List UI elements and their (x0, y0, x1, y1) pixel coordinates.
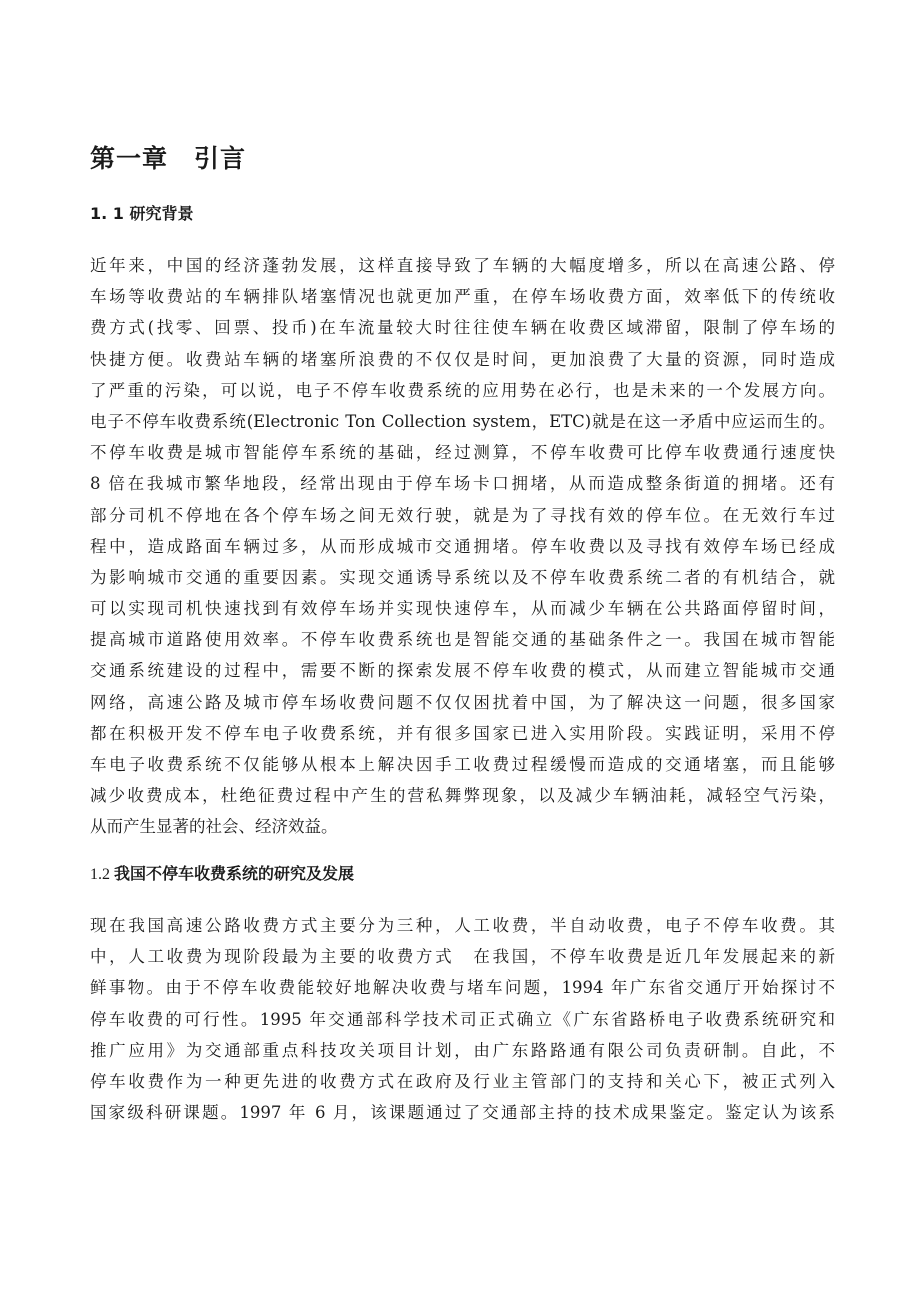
section-heading-1-1 (90, 202, 194, 226)
paragraph-line: 为影响城市交通的重要因素。实现交通诱导系统以及不停车收费系统二者的有机结合，就 (90, 567, 835, 587)
paragraph-line: 电子不停车收费系统(Electronic Ton Collection system，ETC)就是在这一矛盾中应运而生的。 (90, 411, 835, 431)
paragraph-line: 鲜事物。由于不停车收费能较好地解决收费与堵车问题，1994 年广东省交通厅开始探讨不 (90, 978, 835, 998)
paragraph-line: 程中，造成路面车辆过多，从而形成城市交通拥堵。停车收费以及寻找有效停车场已经成 (90, 536, 835, 556)
paragraph-line: 网络，高速公路及城市停车场收费问题不仅仅困扰着中国，为了解决这一问题，很多国家 (90, 692, 835, 712)
paragraph-line: 车电子收费系统不仅能够从根本上解决因手工收费过程缓慢而造成的交通堵塞，而且能够 (90, 755, 835, 774)
section-heading-1-2 (90, 862, 354, 887)
paragraph-line: 了严重的污染，可以说，电子不停车收费系统的应用势在必行，也是未来的一个发展方向。 (90, 380, 835, 400)
paragraph-line: 国家级科研课题。1997 年 6 月，该课题通过了交通部主持的技术成果鉴定。鉴定认为该系 (90, 1103, 835, 1123)
paragraph-line: 都在积极开发不停车电子收费系统，并有很多国家已进入实用阶段。实践证明，采用不停 (90, 723, 835, 743)
paragraph-line: 8 倍在我城市繁华地段，经常出现由于停车场卡口拥堵，从而造成整条街道的拥堵。还有 (90, 474, 835, 494)
paragraph-line: 停车收费的可行性。1995 年交通部科学技术司正式确立《广东省路桥电子收费系统研究和 (90, 1009, 835, 1029)
paragraph-etc-development (90, 910, 835, 1128)
paragraph-line: 费方式(找零、回票、投币)在车流量较大时往往使车辆在收费区域滞留，限制了停车场的 (90, 318, 835, 338)
paragraph-line: 提高城市道路使用效率。不停车收费系统也是智能交通的基础条件之一。我国在城市智能 (90, 630, 835, 650)
paragraph-research-background (90, 250, 835, 843)
section-number: 1.2 (90, 866, 114, 883)
section-number: 1. 1 (90, 204, 130, 223)
paragraph-line: 从而产生显著的社会、经济效益。 (90, 817, 338, 837)
chapter-title: 第一章 引言 (90, 144, 247, 173)
paragraph-line: 中，人工收费为现阶段最为主要的收费方式 在我国，不停车收费是近几年发展起来的新 (90, 947, 835, 967)
paragraph-line: 车场等收费站的车辆排队堵塞情况也就更加严重，在停车场收费方面，效率低下的传统收 (90, 287, 835, 307)
paragraph-line: 减少收费成本，杜绝征费过程中产生的营私舞弊现象，以及减少车辆油耗，减轻空气污染， (90, 786, 835, 806)
paragraph-line: 交通系统建设的过程中，需要不断的探索发展不停车收费的模式，从而建立智能城市交通 (90, 661, 835, 681)
paragraph-line: 推广应用》为交通部重点科技攻关项目计划，由广东路路通有限公司负责研制。自此，不 (90, 1040, 835, 1060)
paragraph-line: 现在我国高速公路收费方式主要分为三种，人工收费，半自动收费，电子不停车收费。其 (90, 916, 835, 935)
section-title-text: 研究背景 (129, 204, 194, 223)
paragraph-line: 部分司机不停地在各个停车场之间无效行驶，就是为了寻找有效的停车位。在无效行车过 (90, 505, 835, 525)
paragraph-line: 不停车收费是城市智能停车系统的基础，经过测算，不停车收费可比停车收费通行速度快 (90, 443, 835, 463)
paragraph-line: 快捷方便。收费站车辆的堵塞所浪费的不仅仅是时间，更加浪费了大量的资源，同时造成 (90, 349, 835, 369)
paragraph-line: 近年来，中国的经济蓬勃发展，这样直接导致了车辆的大幅度增多，所以在高速公路、停 (90, 256, 835, 275)
paragraph-line: 停车收费作为一种更先进的收费方式在政府及行业主管部门的支持和关心下，被正式列入 (90, 1071, 835, 1091)
paragraph-line: 可以实现司机快速找到有效停车场并实现快速停车，从而减少车辆在公共路面停留时间， (90, 599, 835, 619)
section-title-text: 我国不停车收费系统的研究及发展 (114, 864, 355, 883)
